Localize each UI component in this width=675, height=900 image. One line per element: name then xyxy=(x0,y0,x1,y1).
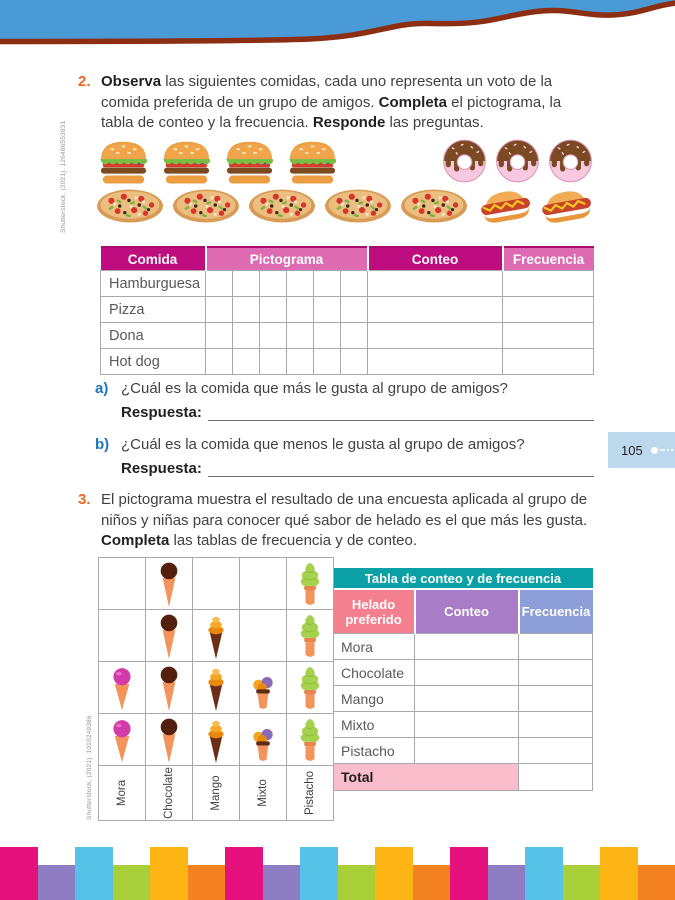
mango-icon xyxy=(202,613,230,660)
pictogram-cell[interactable] xyxy=(314,271,341,297)
hotdog-icon xyxy=(478,186,533,226)
frecuencia-cell[interactable] xyxy=(503,297,594,323)
question-a-label: a) xyxy=(95,380,109,397)
header-frecuencia: Frecuencia xyxy=(503,247,594,271)
exercise2-instruction: Observa las siguientes comidas, cada uno representa un voto de la comida preferida de un grupo de amigos. Completa el pictograma, la tabla de conteo y la frecuencia. Responde las preguntas. xyxy=(101,73,562,131)
pictogram-icon-cell xyxy=(240,714,287,766)
pictogram-column-label-cell xyxy=(287,766,334,821)
question-b xyxy=(95,436,594,477)
tally-frecuencia-cell[interactable] xyxy=(519,686,593,712)
pictogram-icon-cell xyxy=(287,714,334,766)
pictogram-cell[interactable] xyxy=(341,349,368,375)
tally-header-row xyxy=(334,589,593,634)
pictogram-icon-cell xyxy=(193,714,240,766)
tally-table-title: Tabla de conteo y de frecuencia xyxy=(334,568,593,589)
hamburger-icon xyxy=(158,137,215,184)
pictogram-icon-cell xyxy=(240,662,287,714)
pictogram-cell[interactable] xyxy=(260,349,287,375)
tally-conteo-cell[interactable] xyxy=(415,634,519,660)
pictogram-column-label-cell xyxy=(146,766,193,821)
pictogram-row xyxy=(99,558,334,610)
food-row-label: Hamburguesa xyxy=(101,271,206,297)
frecuencia-cell[interactable] xyxy=(503,349,594,375)
footer-stripe xyxy=(638,865,675,900)
food-table-row xyxy=(101,297,594,323)
hamburger-icon xyxy=(95,137,152,184)
tally-table-body xyxy=(334,634,593,791)
tally-row xyxy=(334,634,593,660)
footer-stripes xyxy=(0,847,675,900)
conteo-cell[interactable] xyxy=(368,297,503,323)
hamburger-icon xyxy=(284,137,341,184)
pictogram-icon-cell xyxy=(99,558,146,610)
mora-icon xyxy=(108,717,136,764)
pictogram-cell[interactable] xyxy=(287,297,314,323)
footer-stripe xyxy=(488,865,526,900)
answer-b-label: Respuesta: xyxy=(121,460,202,477)
hamburger-icon xyxy=(221,137,278,184)
pictogram-cell[interactable] xyxy=(233,271,260,297)
food-table-header-row xyxy=(101,247,594,271)
pictogram-icon-cell xyxy=(240,610,287,662)
chocolate-icon xyxy=(155,561,183,608)
footer-stripe xyxy=(450,847,488,900)
donut-group xyxy=(441,138,594,184)
food-row xyxy=(95,137,594,184)
pictogram-column-label: Chocolate xyxy=(163,767,175,819)
pictogram-cell[interactable] xyxy=(314,323,341,349)
footer-stripe xyxy=(338,865,376,900)
tally-row xyxy=(334,738,593,764)
pictogram-cell[interactable] xyxy=(314,349,341,375)
tally-row xyxy=(334,660,593,686)
footer-stripe xyxy=(113,865,151,900)
pictogram-cell[interactable] xyxy=(206,349,233,375)
mango-icon xyxy=(202,717,230,764)
tally-table xyxy=(333,568,593,791)
chocolate-icon xyxy=(155,613,183,660)
header-pictograma: Pictograma xyxy=(206,247,368,271)
tally-total-row xyxy=(334,764,593,791)
pictogram-cell[interactable] xyxy=(287,349,314,375)
pizza-group xyxy=(95,186,469,226)
food-table xyxy=(100,246,594,375)
pictogram-cell[interactable] xyxy=(287,323,314,349)
footer-stripe xyxy=(600,847,638,900)
exercise2-number: 2. xyxy=(78,73,91,90)
question-a xyxy=(95,380,594,421)
mango-icon xyxy=(202,665,230,712)
donut-icon xyxy=(547,138,594,184)
pictogram-cell[interactable] xyxy=(206,323,233,349)
pictogram-cell[interactable] xyxy=(341,323,368,349)
pictogram-cell[interactable] xyxy=(341,271,368,297)
pictogram-cell[interactable] xyxy=(233,323,260,349)
pictogram-cell[interactable] xyxy=(314,297,341,323)
tally-frecuencia-cell[interactable] xyxy=(519,660,593,686)
tally-row-label: Mora xyxy=(334,634,415,660)
exercise3-section xyxy=(78,490,596,552)
food-row-label: Hot dog xyxy=(101,349,206,375)
pictogram-cell[interactable] xyxy=(233,349,260,375)
tally-title-row xyxy=(334,568,593,589)
pictogram-icon-cell xyxy=(193,558,240,610)
food-icon-rows xyxy=(95,137,594,228)
pictogram-row xyxy=(99,662,334,714)
icecream-grid-body xyxy=(99,558,334,821)
mixto-icon xyxy=(249,665,277,712)
answer-a-label: Respuesta: xyxy=(121,404,202,421)
pictogram-column-label: Mora xyxy=(116,779,128,807)
mora-icon xyxy=(108,665,136,712)
tally-row-label: Pistacho xyxy=(334,738,415,764)
pictogram-label-row xyxy=(99,766,334,821)
footer-stripe xyxy=(38,865,76,900)
pictogram-cell[interactable] xyxy=(260,271,287,297)
pictogram-cell[interactable] xyxy=(287,271,314,297)
footer-stripe xyxy=(150,847,188,900)
footer-stripe xyxy=(263,865,301,900)
pictogram-icon-cell xyxy=(146,610,193,662)
food-row-label: Pizza xyxy=(101,297,206,323)
tally-conteo-cell[interactable] xyxy=(415,738,519,764)
icecream-pictogram xyxy=(98,557,334,821)
pistacho-icon xyxy=(296,561,324,608)
tally-total-label: Total xyxy=(334,764,519,791)
conteo-cell[interactable] xyxy=(368,271,503,297)
tally-header-helado: Helado preferido xyxy=(334,589,415,634)
hotdog-group xyxy=(478,186,594,226)
answer-b-line[interactable] xyxy=(208,461,594,477)
pictogram-column-label-cell xyxy=(240,766,287,821)
frecuencia-cell[interactable] xyxy=(503,323,594,349)
footer-stripe xyxy=(0,847,38,900)
header-wave xyxy=(0,0,675,46)
pictogram-icon-cell xyxy=(193,662,240,714)
pizza-icon xyxy=(95,186,165,226)
hotdog-icon xyxy=(539,186,594,226)
credit-ex3: Shutterstock, (2021). 1010249386 xyxy=(86,715,93,820)
pictogram-icon-cell xyxy=(287,610,334,662)
question-b-label: b) xyxy=(95,436,110,453)
tally-frecuencia-cell[interactable] xyxy=(519,712,593,738)
pictogram-cell[interactable] xyxy=(341,297,368,323)
header-comida: Comida xyxy=(101,247,206,271)
footer-stripe xyxy=(375,847,413,900)
tally-total-frecuencia-cell[interactable] xyxy=(519,764,593,791)
frecuencia-cell[interactable] xyxy=(503,271,594,297)
page-dot-icon xyxy=(651,447,658,454)
pictogram-icon-cell xyxy=(146,714,193,766)
conteo-cell[interactable] xyxy=(368,323,503,349)
pictogram-column-label: Pistacho xyxy=(304,770,316,816)
pictogram-icon-cell xyxy=(240,558,287,610)
hamburger-group xyxy=(95,137,341,184)
donut-icon xyxy=(494,138,541,184)
pictogram-cell[interactable] xyxy=(260,297,287,323)
food-row xyxy=(95,186,594,226)
food-table-row xyxy=(101,271,594,297)
header-conteo: Conteo xyxy=(368,247,503,271)
pictogram-cell[interactable] xyxy=(206,297,233,323)
exercise3-number: 3. xyxy=(78,491,91,508)
pictogram-cell[interactable] xyxy=(206,271,233,297)
pictogram-icon-cell xyxy=(287,662,334,714)
credit-ex2: Shutterstock, (2021). 126486553831 xyxy=(60,120,67,233)
pictogram-column-label: Mango xyxy=(210,775,222,811)
question-a-text: ¿Cuál es la comida que más le gusta al grupo de amigos? xyxy=(121,380,508,397)
footer-stripe xyxy=(413,865,451,900)
tally-row-label: Mixto xyxy=(334,712,415,738)
donut-icon xyxy=(441,138,488,184)
pizza-icon xyxy=(171,186,241,226)
chocolate-icon xyxy=(155,717,183,764)
pistacho-icon xyxy=(296,717,324,764)
food-table-row xyxy=(101,349,594,375)
pictogram-icon-cell xyxy=(193,610,240,662)
pictogram-column-label-cell xyxy=(193,766,240,821)
footer-stripe xyxy=(525,847,563,900)
food-table-body xyxy=(101,271,594,375)
mixto-icon xyxy=(249,717,277,764)
tally-frecuencia-cell[interactable] xyxy=(519,738,593,764)
tally-frecuencia-cell[interactable] xyxy=(519,634,593,660)
pictogram-icon-cell xyxy=(146,558,193,610)
tally-conteo-cell[interactable] xyxy=(415,660,519,686)
pizza-icon xyxy=(247,186,317,226)
pizza-icon xyxy=(323,186,393,226)
tally-row-label: Mango xyxy=(334,686,415,712)
pictogram-cell[interactable] xyxy=(233,297,260,323)
pistacho-icon xyxy=(296,613,324,660)
pictogram-column-label: Mixto xyxy=(257,779,269,807)
tally-row xyxy=(334,686,593,712)
pictogram-icon-cell xyxy=(287,558,334,610)
pizza-icon xyxy=(399,186,469,226)
tally-conteo-cell[interactable] xyxy=(415,686,519,712)
pictogram-icon-cell xyxy=(146,662,193,714)
page-dotted-line xyxy=(660,449,673,451)
footer-stripe xyxy=(188,865,226,900)
chocolate-icon xyxy=(155,665,183,712)
tally-header-conteo: Conteo xyxy=(415,589,519,634)
question-b-text: ¿Cuál es la comida que menos le gusta al grupo de amigos? xyxy=(121,436,525,453)
pictogram-column-label-cell xyxy=(99,766,146,821)
footer-stripe xyxy=(563,865,601,900)
tally-row-label: Chocolate xyxy=(334,660,415,686)
pictogram-row xyxy=(99,610,334,662)
conteo-cell[interactable] xyxy=(368,349,503,375)
exercise2-section xyxy=(78,72,596,134)
tally-header-frecuencia: Frecuencia xyxy=(519,589,593,634)
answer-a-line[interactable] xyxy=(208,405,594,421)
pictogram-icon-cell xyxy=(99,662,146,714)
food-table-row xyxy=(101,323,594,349)
pictogram-cell[interactable] xyxy=(260,323,287,349)
pistacho-icon xyxy=(296,665,324,712)
tally-conteo-cell[interactable] xyxy=(415,712,519,738)
pictogram-icon-cell xyxy=(99,610,146,662)
footer-stripe xyxy=(75,847,113,900)
footer-stripe xyxy=(300,847,338,900)
exercise3-instruction: El pictograma muestra el resultado de una encuesta aplicada al grupo de niños y niñas para conocer qué sabor de helado es el que más les gusta. Completa las tablas de frecuencia y de conteo. xyxy=(101,491,588,549)
tally-row xyxy=(334,712,593,738)
pictogram-icon-cell xyxy=(99,714,146,766)
food-row-label: Dona xyxy=(101,323,206,349)
footer-stripe xyxy=(225,847,263,900)
page-number: 105 xyxy=(621,442,643,458)
page-number-box xyxy=(608,432,675,468)
pictogram-row xyxy=(99,714,334,766)
